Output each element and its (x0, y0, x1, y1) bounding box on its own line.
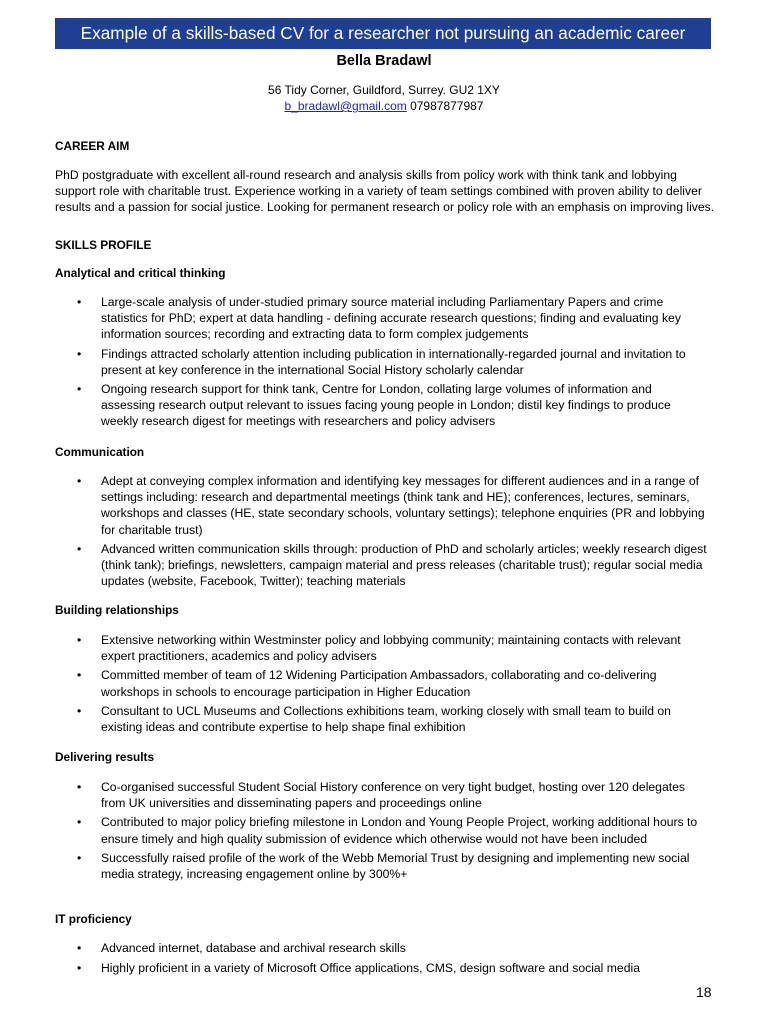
bullet-icon: • (77, 346, 82, 361)
bullet-icon: • (77, 941, 82, 955)
phone-number: 07987877987 (406, 99, 484, 113)
list-item-text: Large-scale analysis of under-studied primary source material including Parliamentary Papers and crime statistics for PhD; expert at data handling - defining accurate research questions; finding and evaluating key information sources; recording and extracting data to form complex judgements (101, 295, 681, 342)
section-heading-it: IT proficiency (55, 912, 132, 926)
bullet-icon: • (77, 474, 82, 488)
list-item (0, 703, 707, 735)
page-number: 18 (696, 984, 712, 1000)
list-item-text: Advanced written communication skills through: production of PhD and scholarly articles; weekly research digest (think tank); briefings, newsletters, campaign material and press releases (charitable trust); regular social media updates (website, Facebook, Twitter); teaching materials (101, 541, 707, 589)
skills-profile-heading: SKILLS PROFILE (55, 238, 152, 252)
section-list-it (0, 940, 768, 976)
bullet-icon: • (77, 703, 82, 718)
list-item-text: Highly proficient in a variety of Microsoft Office applications, CMS, design software and social media (101, 961, 640, 976)
section-heading-results: Delivering results (55, 750, 155, 764)
list-item (0, 940, 707, 956)
list-item-text: Extensive networking within Westminster policy and lobbying community; maintaining contacts with relevant expert practitioners, academics and policy advisers (101, 633, 681, 664)
section-list-results (0, 779, 768, 882)
list-item-text: Ongoing research support for think tank, Centre for London, collating large volumes of information and assessing research output relevant to issues facing young people in London; distil key findings to produce weekly research digest for meetings with researchers and policy advisers (101, 382, 671, 429)
section-heading-communication: Communication (55, 445, 145, 459)
candidate-name: Bella Bradawl (336, 53, 432, 69)
list-item (0, 632, 707, 664)
list-item-text: Successfully raised profile of the work of the Webb Memorial Trust by designing and implementing new social media strategy, increasing engagement online by 300%+ (101, 850, 690, 882)
document-banner: Example of a skills-based CV for a researcher not pursuing an academic career (55, 18, 711, 49)
career-aim-heading: CAREER AIM (55, 139, 130, 153)
bullet-icon: • (77, 815, 82, 830)
bullet-icon: • (77, 295, 82, 309)
bullet-icon: • (77, 668, 82, 683)
contact-line (0, 98, 768, 114)
career-aim-text: PhD postgraduate with excellent all-round research and analysis skills from policy work with think tank and lobbying support role with charitable trust. Experience working in a variety of team settings combined with proven ability to deliver results and a passion for social justice. Looking for permanent research or policy role with an emphasis on improving lives. (55, 168, 715, 215)
bullet-icon: • (77, 780, 82, 794)
section-heading-analytical: Analytical and critical thinking (55, 266, 226, 280)
list-item-text: Advanced internet, database and archival research skills (101, 941, 406, 955)
bullet-icon: • (77, 541, 82, 556)
list-item (0, 473, 707, 538)
list-item-text: Committed member of team of 12 Widening Participation Ambassadors, collaborating and co-delivering workshops in schools to encourage participation in Higher Education (101, 668, 657, 699)
bullet-icon: • (77, 961, 82, 976)
list-item (0, 541, 707, 590)
list-item-text: Co-organised successful Student Social History conference on very tight budget, hosting over 120 delegates from UK universities and disseminating papers and proceedings online (101, 780, 685, 811)
list-item (0, 850, 707, 882)
list-item-text: Findings attracted scholarly attention including publication in internationally-regarded journal and invitation to present at key conference in the international Social History scholarly calendar (101, 346, 686, 377)
section-list-relationships (0, 632, 768, 735)
list-item (0, 381, 707, 430)
bullet-icon: • (77, 850, 82, 865)
bullet-icon: • (77, 382, 82, 397)
list-item (0, 294, 707, 343)
list-item (0, 814, 707, 846)
list-item (0, 346, 707, 378)
section-list-communication (0, 473, 768, 589)
list-item-text: Adept at conveying complex information and identifying key messages for different audiences and in a range of settings including: research and departmental meetings (think tank and HE); conferences, lectures, seminars, workshops and classes (HE, state secondary schools, voluntary settings); telephone enquiries (PR and lobbying for charitable trust) (101, 474, 705, 537)
list-item (0, 960, 707, 976)
section-heading-relationships: Building relationships (55, 603, 179, 617)
list-item-text: Contributed to major policy briefing milestone in London and Young People Project, working additional hours to ensure timely and high quality submission of evidence which otherwise would not have been included (101, 815, 698, 846)
bullet-icon: • (77, 633, 82, 647)
list-item (0, 779, 707, 811)
address-line: 56 Tidy Corner, Guildford, Surrey. GU2 1XY (268, 83, 500, 97)
list-item (0, 667, 707, 699)
section-list-analytical (0, 294, 768, 430)
email-link[interactable]: b_bradawl@gmail.com (284, 99, 407, 113)
list-item-text: Consultant to UCL Museums and Collections exhibitions team, working closely with small team to build on existing ideas and contribute expertise to help shape final exhibition (101, 703, 671, 735)
